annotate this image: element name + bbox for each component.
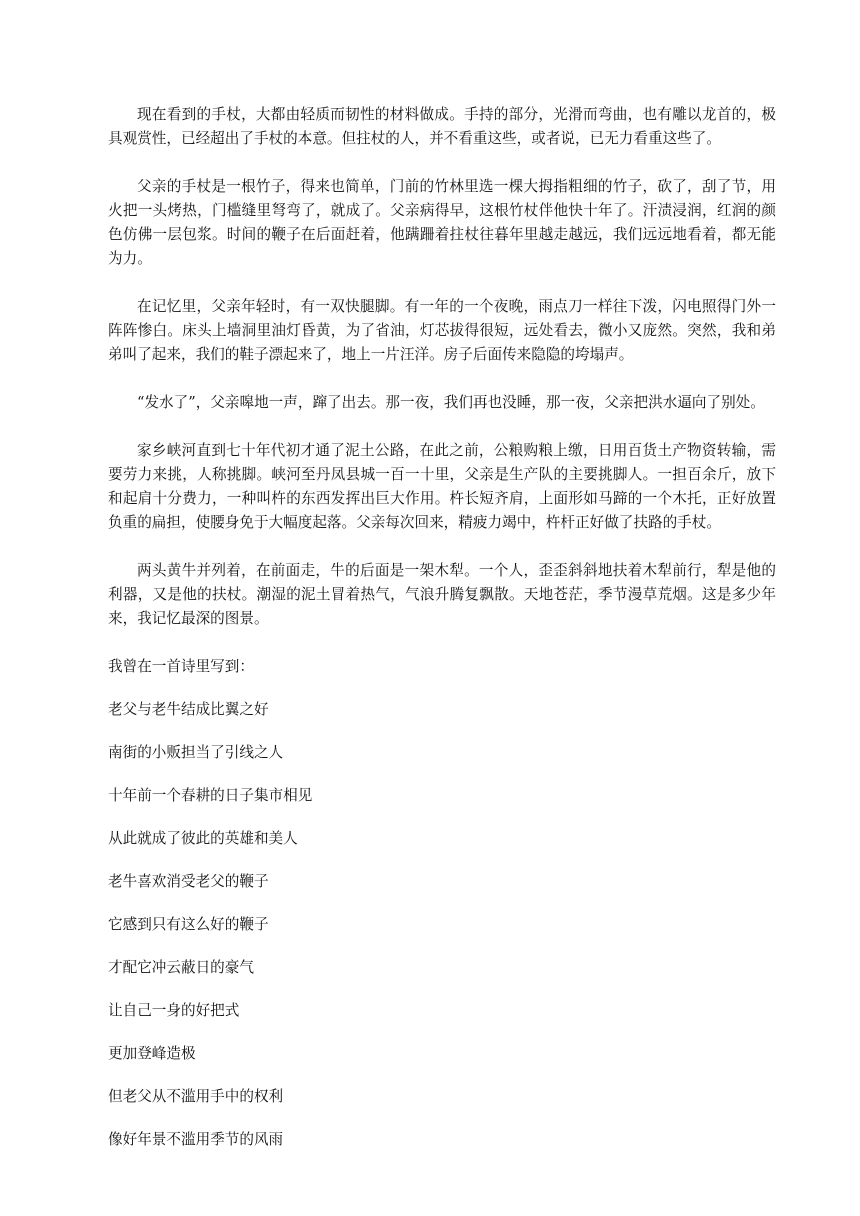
poem-line-6: 它感到只有这么好的鞭子 xyxy=(108,916,269,933)
poem xyxy=(108,698,776,1152)
poem-gap xyxy=(108,808,776,827)
poem-gap xyxy=(108,765,776,784)
poem-gap xyxy=(108,980,776,999)
paragraph-3: 在记忆里，父亲年轻时，有一双快腿脚。有一年的一个夜晚，雨点刀一样往下泼，闪电照得门外一阵阵惨白。床头上墙洞里油灯昏黄，为了省油，灯芯拔得很短，远处看去，微小又庞然。突然，我和弟弟叫了起来，我们的鞋子漂起来了，地上一片汪洋。房子后面传来隐隐的垮塌声。 xyxy=(108,298,776,363)
poem-line-8: 让自己一身的好把式 xyxy=(108,1002,240,1019)
paragraph-1: 现在看到的手杖，大都由轻质而韧性的材料做成。手持的部分，光滑而弯曲，也有雕以龙首的，极具观赏性，已经超出了手杖的本意。但拄杖的人，并不看重这些，或者说，已无力看重这些了。 xyxy=(108,106,776,147)
poem-line-3: 十年前一个春耕的日子集市相见 xyxy=(108,787,313,804)
poem-line-10: 但老父从不滥用手中的权利 xyxy=(108,1088,284,1105)
poem-gap xyxy=(108,1023,776,1042)
poem-gap xyxy=(108,894,776,913)
paragraph-gap xyxy=(108,151,776,175)
poem-gap xyxy=(108,722,776,741)
poem-intro: 我曾在一首诗里写到： xyxy=(108,658,254,675)
paragraph-4: “发水了”，父亲嗥地一声，蹿了出去。那一夜，我们再也没睡，那一夜，父亲把洪水逼向了别处。 xyxy=(137,394,765,411)
paragraph-gap xyxy=(108,535,776,559)
poem-gap xyxy=(108,1066,776,1085)
document-page xyxy=(108,103,776,1152)
poem-gap xyxy=(108,937,776,956)
paragraph-5: 家乡峡河直到七十年代初才通了泥土公路，在此之前，公粮购粮上缴，日用百货土产物资转输，需要劳力来挑，人称挑脚。峡河至丹凤县城一百一十里，父亲是生产队的主要挑脚人。一担百余斤，放下和起肩十分费力，一种叫杵的东西发挥出巨大作用。杵长短齐肩，上面形如马蹄的一个木托，正好放置负重的扁担，使腰身免于大幅度起落。父亲每次回来，精疲力竭中，杵杆正好做了扶路的手杖。 xyxy=(108,442,776,531)
poem-gap xyxy=(108,851,776,870)
poem-line-7: 才配它冲云蔽日的豪气 xyxy=(108,959,254,976)
poem-line-4: 从此就成了彼此的英雄和美人 xyxy=(108,830,298,847)
poem-line-11: 像好年景不滥用季节的风雨 xyxy=(108,1131,284,1148)
paragraph-gap xyxy=(108,415,776,439)
paragraph-gap xyxy=(108,631,776,655)
poem-line-1: 老父与老牛结成比翼之好 xyxy=(108,701,269,718)
paragraph-2: 父亲的手杖是一根竹子，得来也简单，门前的竹林里选一棵大拇指粗细的竹子，砍了，刮了节，用火把一头烤热，门槛缝里弩弯了，就成了。父亲病得早，这根竹杖伴他快十年了。汗渍浸润，红润的颜色仿佛一层包浆。时间的鞭子在后面赶着，他蹒跚着拄杖往暮年里越走越远，我们远远地看着，都无能为力。 xyxy=(108,178,776,267)
poem-gap xyxy=(108,1109,776,1128)
paragraph-gap xyxy=(108,367,776,391)
poem-gap xyxy=(108,679,776,698)
poem-line-9: 更加登峰造极 xyxy=(108,1045,196,1062)
poem-line-5: 老牛喜欢消受老父的鞭子 xyxy=(108,873,269,890)
paragraph-gap xyxy=(108,271,776,295)
poem-line-2: 南街的小贩担当了引线之人 xyxy=(108,744,284,761)
paragraph-6: 两头黄牛并列着，在前面走，牛的后面是一架木犁。一个人，歪歪斜斜地扶着木犁前行，犁是他的利器，又是他的扶杖。潮湿的泥土冒着热气，气浪升腾复飘散。天地苍茫，季节漫草荒烟。这是多少年来，我记忆最深的图景。 xyxy=(108,562,776,627)
